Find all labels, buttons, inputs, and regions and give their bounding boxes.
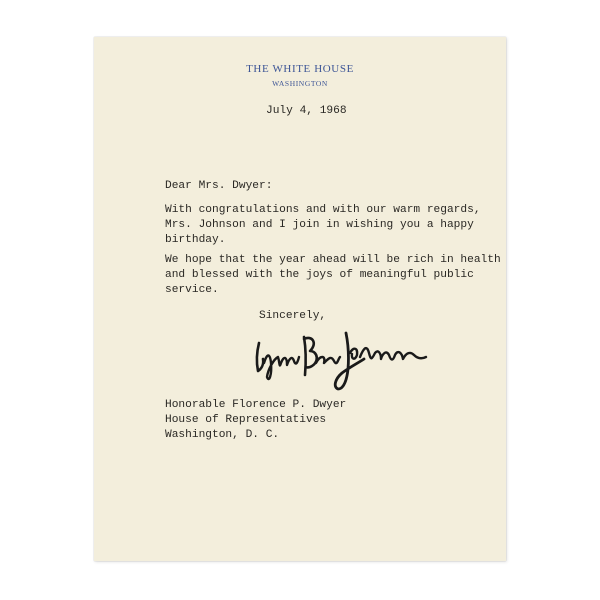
- address-line: Honorable Florence P. Dwyer: [165, 399, 347, 411]
- letter-page: [94, 37, 506, 561]
- recipient-address: [165, 398, 346, 443]
- address-line: Washington, D. C.: [165, 429, 280, 441]
- body-line: service.: [165, 284, 219, 296]
- signature-image: [254, 323, 429, 393]
- body-paragraph: [165, 253, 501, 298]
- body-line: birthday.: [165, 234, 226, 246]
- letterhead-title: THE WHITE HOUSE: [246, 63, 354, 75]
- salutation: Dear Mrs. Dwyer:: [165, 180, 273, 192]
- body-line: With congratulations and with our warm regards,: [165, 204, 481, 216]
- body-line: We hope that the year ahead will be rich in health: [165, 254, 501, 266]
- body-line: and blessed with the joys of meaningful public: [165, 269, 474, 281]
- letterhead-subtitle: WASHINGTON: [272, 79, 328, 88]
- body-paragraph: [165, 203, 481, 248]
- address-line: House of Representatives: [165, 414, 327, 426]
- closing: Sincerely,: [259, 310, 327, 322]
- body-line: Mrs. Johnson and I join in wishing you a happy: [165, 219, 474, 231]
- letter-date: July 4, 1968: [266, 105, 347, 117]
